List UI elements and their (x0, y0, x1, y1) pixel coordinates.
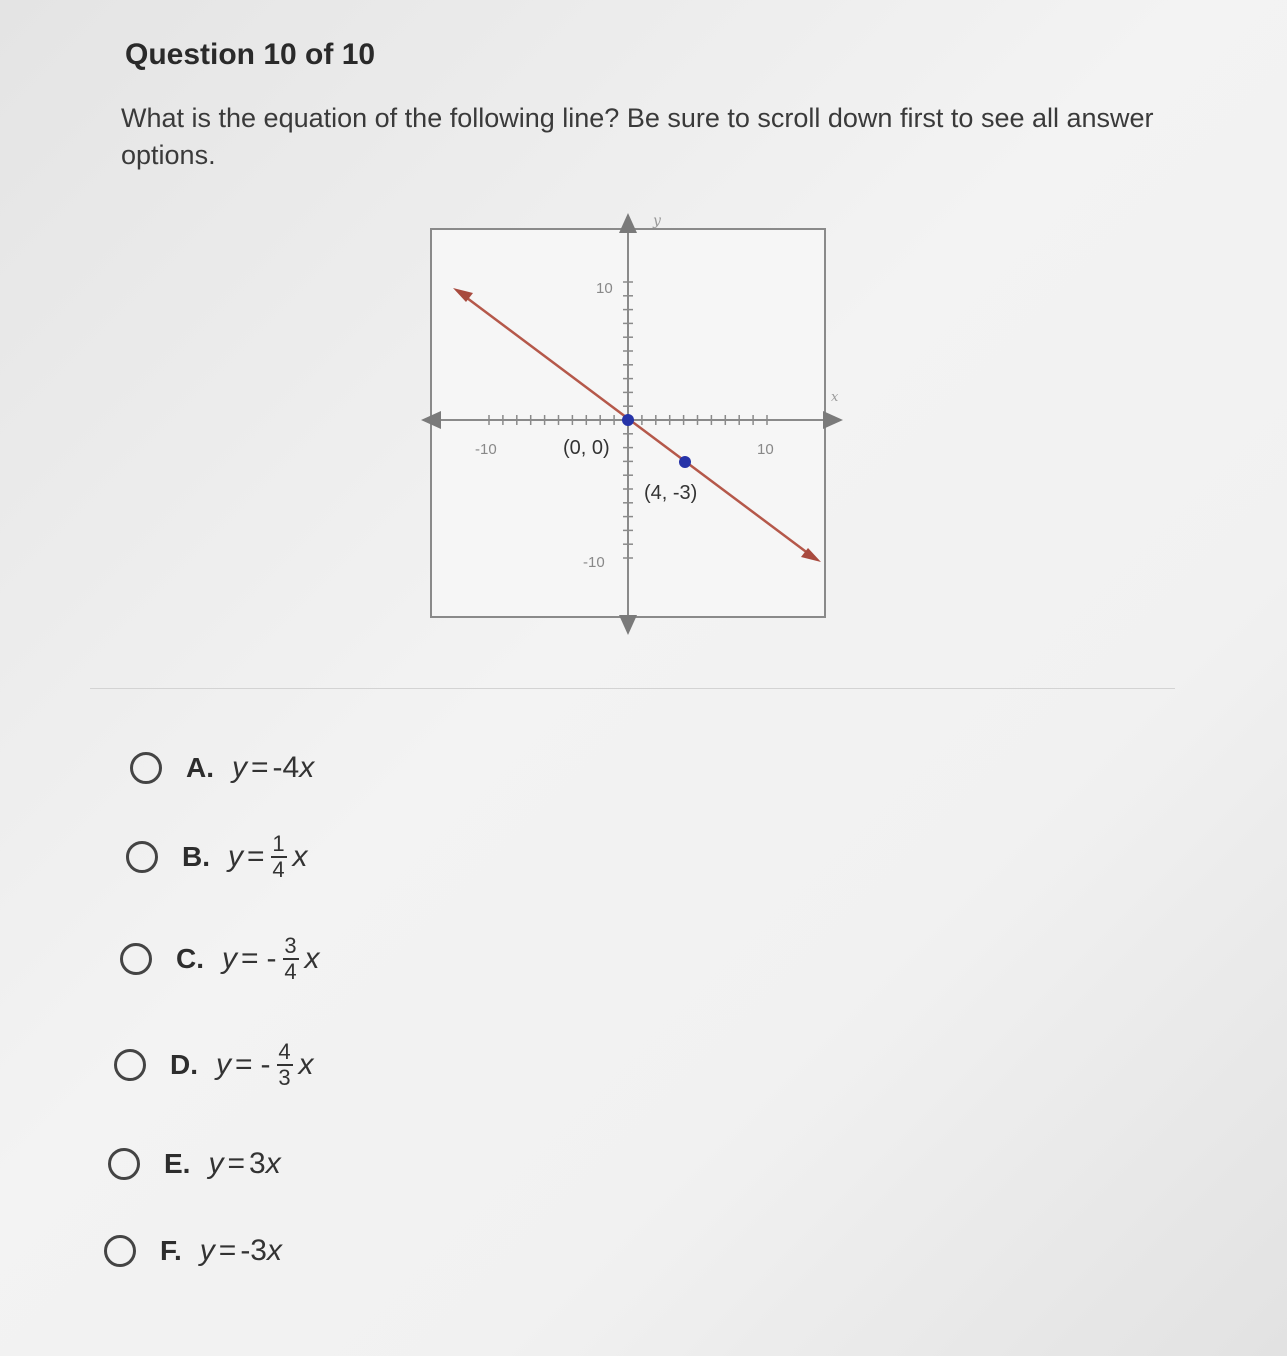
minus-sign: - (266, 942, 277, 975)
equals-sign: = (251, 751, 269, 784)
option-letter: E. (164, 1148, 191, 1179)
option-letter: A. (186, 752, 214, 783)
equation-variable: x (265, 1147, 281, 1180)
fraction-numerator: 3 (284, 933, 297, 958)
coefficient: -4 (272, 751, 300, 784)
answer-option[interactable] (114, 1035, 314, 1095)
answer-option[interactable] (130, 738, 314, 798)
answer-option[interactable] (126, 827, 308, 887)
equals-sign: = (235, 1048, 253, 1081)
fraction (283, 934, 299, 984)
equation-variable: x (298, 1048, 314, 1081)
equation-variable: x (299, 751, 315, 784)
equation-lhs: y (222, 942, 237, 975)
fraction (277, 1040, 293, 1090)
radio-button[interactable] (126, 841, 158, 873)
equation-lhs: y (199, 1234, 215, 1267)
question-header: Question 10 of 10 (125, 38, 376, 71)
option-letter: B. (182, 841, 210, 872)
equals-sign: = (247, 840, 265, 873)
fraction (271, 832, 287, 882)
option-equation (200, 1234, 282, 1268)
option-equation (228, 832, 308, 882)
option-equation (222, 934, 320, 984)
answer-option[interactable] (104, 1221, 282, 1281)
tick-label-y-pos10: 10 (596, 280, 613, 297)
equation-variable: x (292, 840, 308, 873)
fraction-numerator: 4 (278, 1039, 291, 1064)
tick-label-y-neg10: -10 (583, 554, 605, 571)
radio-button[interactable] (104, 1235, 136, 1267)
axis-x-label: x (831, 390, 839, 405)
y-axis-down-arrow (619, 615, 637, 635)
point-four-neg-three (679, 456, 691, 468)
fraction-numerator: 1 (272, 831, 285, 856)
equation-variable: x (304, 942, 320, 975)
fraction-denominator: 4 (272, 857, 285, 882)
fraction-denominator: 4 (284, 959, 297, 984)
equals-sign: = (227, 1147, 245, 1180)
radio-button[interactable] (114, 1049, 146, 1081)
radio-button[interactable] (108, 1148, 140, 1180)
equation-lhs: y (208, 1147, 224, 1180)
radio-button[interactable] (130, 752, 162, 784)
equals-sign: = (241, 942, 259, 975)
point-four-neg-three-label: (4, -3) (644, 482, 698, 504)
radio-button[interactable] (120, 943, 152, 975)
answer-option[interactable] (120, 929, 320, 989)
y-axis-up-arrow (619, 213, 637, 233)
tick-label-x-pos10: 10 (757, 441, 774, 458)
coefficient: -3 (240, 1234, 267, 1267)
tick-label-x-neg10: -10 (475, 441, 497, 458)
answer-option[interactable] (108, 1134, 281, 1194)
option-letter: D. (170, 1049, 198, 1080)
point-origin (622, 414, 634, 426)
option-letter: F. (160, 1235, 182, 1266)
equation-lhs: y (228, 840, 243, 873)
fraction-denominator: 3 (278, 1065, 291, 1090)
option-equation (232, 751, 314, 785)
question-prompt: What is the equation of the following line? Be sure to scroll down first to see all answer options. (121, 103, 1154, 170)
minus-sign: - (260, 1048, 271, 1081)
equation-variable: x (267, 1234, 282, 1267)
option-equation (216, 1040, 314, 1090)
section-divider (90, 688, 1175, 689)
point-origin-label: (0, 0) (563, 437, 610, 459)
x-axis-right-arrow (823, 411, 843, 429)
coefficient: 3 (249, 1147, 266, 1180)
equation-lhs: y (216, 1048, 231, 1081)
option-letter: C. (176, 943, 204, 974)
axis-y-label: y (653, 213, 661, 229)
line-graph (415, 205, 855, 645)
option-equation (208, 1147, 280, 1181)
equals-sign: = (218, 1234, 237, 1267)
equation-lhs: y (232, 751, 247, 784)
